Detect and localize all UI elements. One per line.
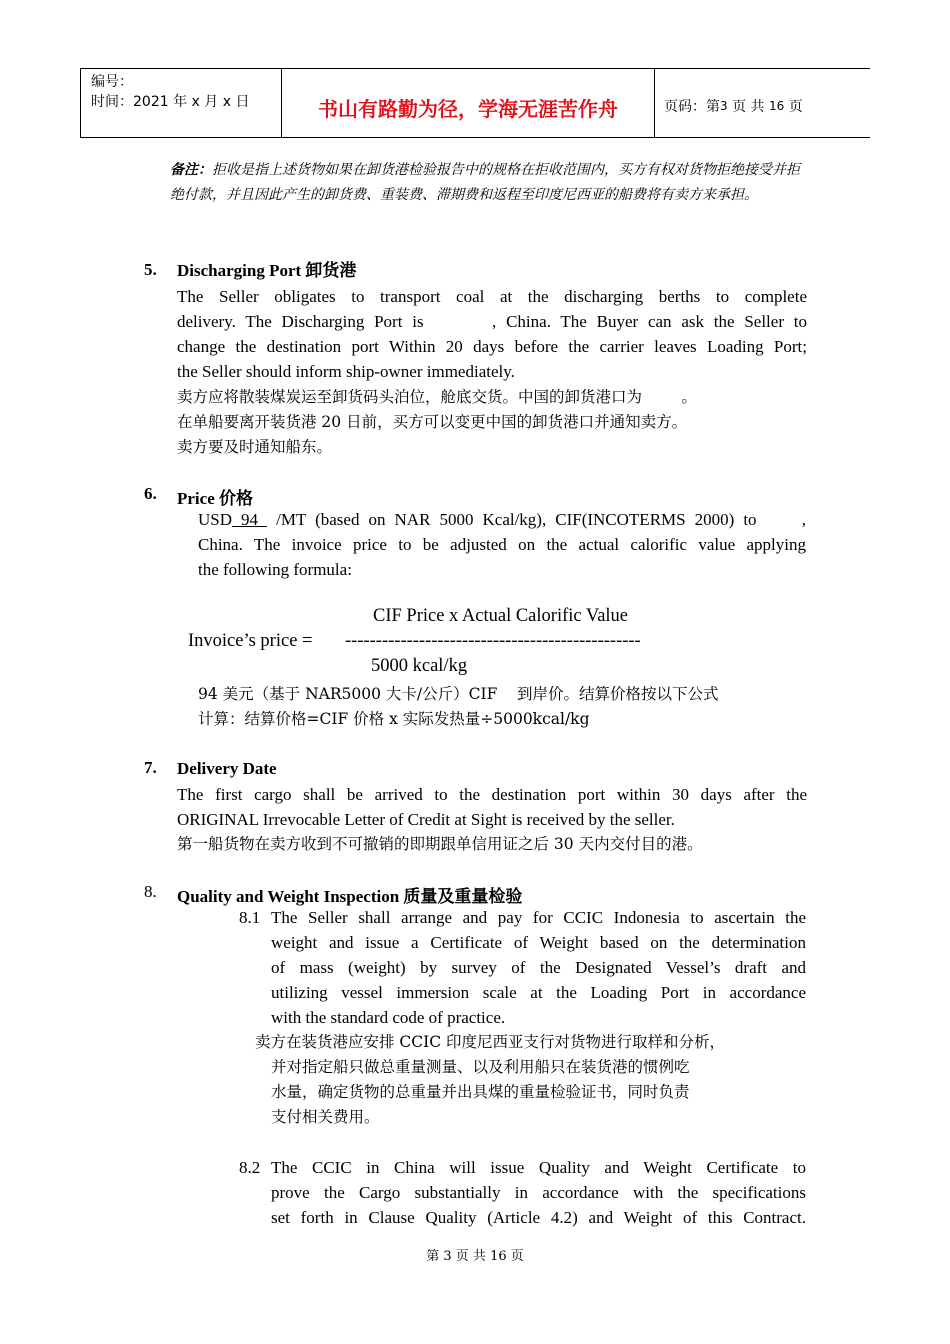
page-header xyxy=(80,68,870,138)
clause-8-2-line: set forth in Clause Quality (Article 4.2) and Weight of this Contract. xyxy=(271,1208,806,1227)
section-5-line: delivery. The Discharging Port is , China. The Buyer can ask the Seller to xyxy=(177,312,807,331)
clause-8-1-zh-line: 支付相关费用。 xyxy=(271,1108,380,1126)
rejection-note xyxy=(170,158,810,208)
section-5-title: Discharging Port 卸货港 xyxy=(177,261,357,280)
page-current: 3 xyxy=(720,99,728,113)
section-6-title: Price 价格 xyxy=(177,489,253,508)
page-total: 16 xyxy=(769,99,785,113)
section-5-number: 5. xyxy=(144,260,157,279)
clause-8-1-number: 8.1 xyxy=(239,908,261,927)
section-5-zh-line: 卖方要及时通知船东。 xyxy=(177,438,333,456)
section-7-chinese: 第一船货物在卖方收到不可撤销的即期跟单信用证之后 30 天内交付目的港。 xyxy=(177,835,703,853)
section-7-number: 7. xyxy=(144,758,157,777)
section-5-line: The Seller obligates to transport coal at the discharging berths to complete xyxy=(177,287,807,306)
section-5-body xyxy=(177,284,807,384)
page-label-suffix: 页 xyxy=(788,99,803,115)
clause-8-1-body xyxy=(271,905,806,1030)
footer-suffix: 页 xyxy=(510,1249,524,1264)
section-6-zh-line: 94 美元（基于 NAR5000 大卡/公斤）CIF 到岸价。结算价格按以下公式 xyxy=(198,685,719,703)
formula-label: Invoice’s price = xyxy=(188,631,313,651)
header-meta xyxy=(80,69,282,137)
price-currency: USD xyxy=(198,510,233,529)
section-8-number: 8. xyxy=(144,882,157,901)
section-6-chinese xyxy=(198,682,818,732)
section-6-zh-line: 计算：结算价格=CIF 价格 x 实际发热量÷5000kcal/kg xyxy=(198,710,590,728)
clause-8-1-line: utilizing vessel immersion scale at the Loading Port in accordance xyxy=(271,983,806,1002)
section-6-body xyxy=(198,507,806,582)
formula-numerator: CIF Price x Actual Calorific Value xyxy=(373,606,629,626)
footer-total: 16 xyxy=(490,1249,507,1264)
formula-divider: ------------------------------------------------ xyxy=(345,631,641,651)
clause-8-1-zh-line: 卖方在装货港应安排 CCIC 印度尼西亚支行对货物进行取样和分析， xyxy=(255,1033,726,1051)
section-7-title: Delivery Date xyxy=(177,759,277,778)
clause-8-1-line: weight and issue a Certificate of Weight based on the determination xyxy=(271,933,806,952)
section-7-line: The first cargo shall be arrived to the destination port within 30 days after the xyxy=(177,785,807,804)
price-terms: /MT (based on NAR 5000 Kcal/kg), CIF(INCOTERMS 2000) to , xyxy=(267,510,806,529)
clause-8-1-zh-line: 并对指定船只做总重量测量、以及利用船只在装货港的惯例吃 xyxy=(271,1058,690,1076)
section-5 xyxy=(177,260,807,460)
clause-8-2-line: The CCIC in China will issue Quality and Weight Certificate to xyxy=(271,1158,806,1177)
note-label: 备注： xyxy=(170,162,212,178)
section-7 xyxy=(177,758,807,857)
section-6-number: 6. xyxy=(144,484,157,503)
clause-8-1-line: The Seller shall arrange and pay for CCIC Indonesia to ascertain the xyxy=(271,908,806,927)
section-5-zh-line: 在单船要离开装货港 20 日前，买方可以变更中国的卸货港口并通知卖方。 xyxy=(177,413,688,431)
clause-8-2-body xyxy=(271,1155,806,1230)
section-5-zh-line: 卖方应将散装煤炭运至卸货码头泊位，舱底交货。中国的卸货港口为 。 xyxy=(177,388,697,406)
page-label-mid: 页 共 xyxy=(732,99,765,115)
clause-8-2-line: prove the Cargo substantially in accordance with the specifications xyxy=(271,1183,806,1202)
header-motto: 书山有路勤为径，学海无涯苦作舟 xyxy=(282,69,655,137)
price-line xyxy=(198,507,806,532)
section-5-chinese xyxy=(177,385,822,460)
clause-8-1-line: of mass (weight) by survey of the Designated Vessel’s draft and xyxy=(271,958,806,977)
header-page-number xyxy=(655,69,870,137)
document-date: 时间：2021 年 x 月 x 日 xyxy=(91,94,250,110)
page-footer xyxy=(0,1245,950,1264)
section-7-body xyxy=(177,782,807,832)
footer-prefix: 第 xyxy=(426,1249,440,1264)
note-text: 拒收是指上述货物如果在卸货港检验报告中的规格在拒收范围内，买方有权对货物拒绝接受并拒绝付款，并且因此产生的卸货费、重装费、滞期费和返程至印度尼西亚的船费将有卖方来承担。 xyxy=(170,162,800,203)
clause-8-2-number: 8.2 xyxy=(239,1158,261,1177)
formula-denominator: 5000 kcal/kg xyxy=(371,656,468,676)
section-5-line: change the destination port Within 20 days before the carrier leaves Loading Port; xyxy=(177,337,807,356)
clause-8-1-zh-line: 水量，确定货物的总重量并出具煤的重量检验证书，同时负责 xyxy=(271,1083,690,1101)
price-value: 94 xyxy=(232,510,268,529)
clause-8-1-line: with the standard code of practice. xyxy=(271,1008,506,1027)
document-number-label: 编号： xyxy=(91,74,133,90)
footer-current: 3 xyxy=(443,1249,452,1264)
clause-8-1-chinese xyxy=(255,1030,825,1130)
section-6-line: the following formula: xyxy=(198,560,352,579)
footer-mid: 页 共 xyxy=(455,1249,486,1264)
section-7-line: ORIGINAL Irrevocable Letter of Credit at Sight is received by the seller. xyxy=(177,810,675,829)
section-8-title: Quality and Weight Inspection 质量及重量检验 xyxy=(177,887,523,906)
section-6-line: China. The invoice price to be adjusted on the actual calorific value applying xyxy=(198,535,806,554)
page-label-prefix: 页码：第 xyxy=(664,99,720,115)
section-5-line: the Seller should inform ship-owner immediately. xyxy=(177,362,515,381)
